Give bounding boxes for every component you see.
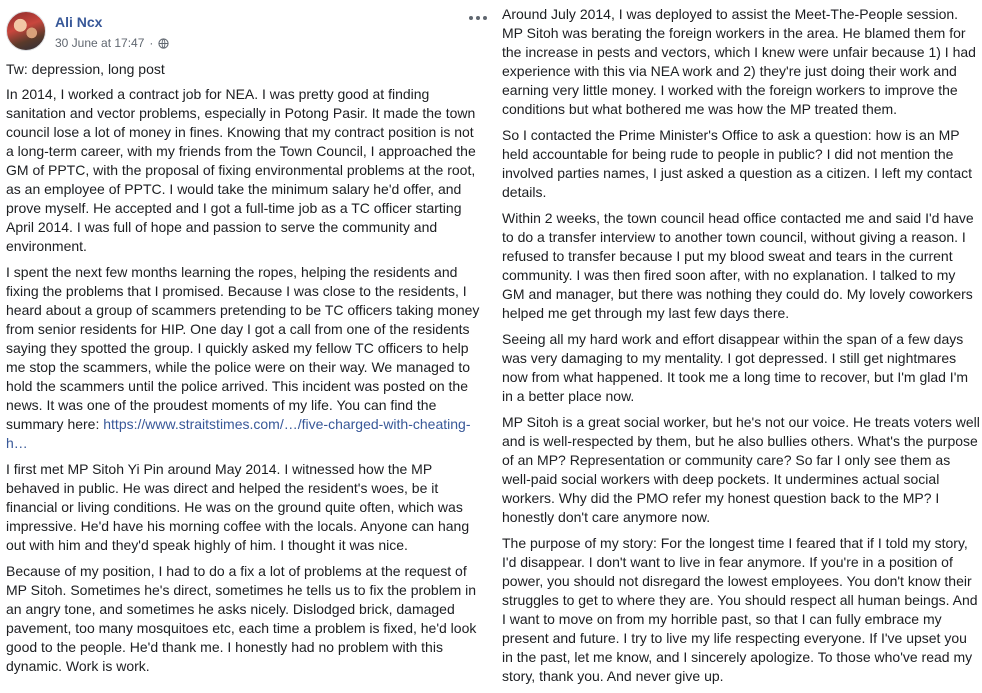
post-paragraph-with-link (6, 263, 482, 453)
post-paragraph: So I contacted the Prime Minister's Office to ask a question: how is an MP held accountable for being rude to people in public? I did not mention the involved parties names, I just asked a question as a citizen. I left my contact details. (502, 127, 973, 200)
post-paragraph: In 2014, I worked a contract job for NEA. I was pretty good at finding sanitation and vector problems, especially in Potong Pasir. It made the town council lose a lot of money in fines. Knowing that my contract position is not a long-term career, with my friends from the Town Council, I approached the GM of PPTC, with the proposal of fixing environmental problems at the root, as an employee of PPTC. I would take the minimum salary he'd offer, and prove myself. He accepted and I got a full-time job as a TC officer starting April 2014. I was full of hope and passion to serve the community and environment. (6, 86, 476, 254)
post-paragraph-text: I spent the next few months learning the ropes, helping the residents and fixing the problems that I promised. Because I was close to the residents, I heard about a group of scammers pretending to be TC officers taking money from senior residents for HIP. One day I got a call from one of the residents saying they spotted the group. I quickly asked my fellow TC officers to help me stop the scammers, while the police were on their way. We managed to hold the scammers until the police arrived. This incident was posted on the news. It was one of the proudest moments of my life. You can find the summary here: (6, 264, 480, 432)
trigger-warning: Tw: depression, long post (6, 61, 165, 77)
post-paragraph: MP Sitoh is a great social worker, but he's not our voice. He treats voters well and is well-respected by them, but he also bullies others. What's the purpose of an MP? Representation or community care? So far I only see them as well-paid social workers with deep pockets. It undermines actual social workers. Why did the PMO refer my honest question back to the MP? I honestly don't care anymore now. (502, 414, 980, 525)
meta-separator: · (149, 36, 154, 50)
avatar[interactable] (6, 11, 46, 51)
post-paragraph: Within 2 weeks, the town council head office contacted me and said I'd have to do a transfer interview to another town council, without giving a reason. I refused to transfer because I put my blood sweat and tears in the current community. I was then fired soon after, with no explanation. I talked to my GM and manager, but there was nothing they could do. My lovely coworkers helped me get through my last few days there. (502, 210, 974, 321)
news-link[interactable]: https://www.straitstimes.com/…/five-charged-with-cheating-h… (6, 416, 471, 451)
globe-icon[interactable] (158, 38, 169, 49)
post-left-column (0, 0, 496, 683)
more-options-icon[interactable] (465, 8, 491, 28)
post-timestamp[interactable]: 30 June at 17:47 (55, 36, 145, 50)
post-meta (55, 35, 169, 51)
post-paragraph: I first met MP Sitoh Yi Pin around May 2014. I witnessed how the MP behaved in public. He was direct and helped the resident's woes, be it financial or living conditions. He was on the ground quite often, which was impressive. He'd have his morning coffee with the locals. Anyone can hang out with him and they'd speak highly of him. I thought it was nice. (6, 461, 470, 553)
post-paragraph: Because of my position, I had to do a fix a lot of problems at the request of MP Sitoh. Sometimes he's direct, sometimes he tells us to fix the problem in an angry tone, and sometimes he asks nicely. Dislodged brick, damaged pavement, too many mosquitoes etc, each time a problem is fixed, he'd look good to the people. He'd thank me. I honestly had no problem with this dynamic. Work is work. (6, 563, 477, 674)
post-paragraph: Around July 2014, I was deployed to assist the Meet-The-People session. MP Sitoh was berating the foreign workers in the area. He blamed them for the increase in pests and vectors, which I knew were unfair because 1) I had experience with this via NEA work and 2) they're just doing their work and earning very little money. I worked with the foreign workers to improve the conditions but what bothered me was how the MP treated them. (502, 6, 976, 117)
author-name[interactable]: Ali Ncx (55, 14, 103, 30)
post-paragraph: Seeing all my hard work and effort disappear within the span of a few days was very damaging to my mentality. I got depressed. I still get nightmares now from what happened. It took me a long time to recover, but I'm glad I'm in a better place now. (502, 331, 969, 404)
post-header (0, 0, 496, 58)
post-right-column (500, 0, 982, 693)
post-paragraph: The purpose of my story: For the longest time I feared that if I told my story, I'd disappear. I don't want to live in fear anymore. If you're in a position of power, you should not disregard the lowest employees. You don't know their struggles to get to where they are. You should respect all human beings. And I want to move on from my horrible past, so that I can fully embrace my present and future. I try to live my life respecting everyone. If I've upset you in the past, let me know, and I sincerely apologize. To those who've read my story, thank you. And never give up. (502, 535, 978, 684)
